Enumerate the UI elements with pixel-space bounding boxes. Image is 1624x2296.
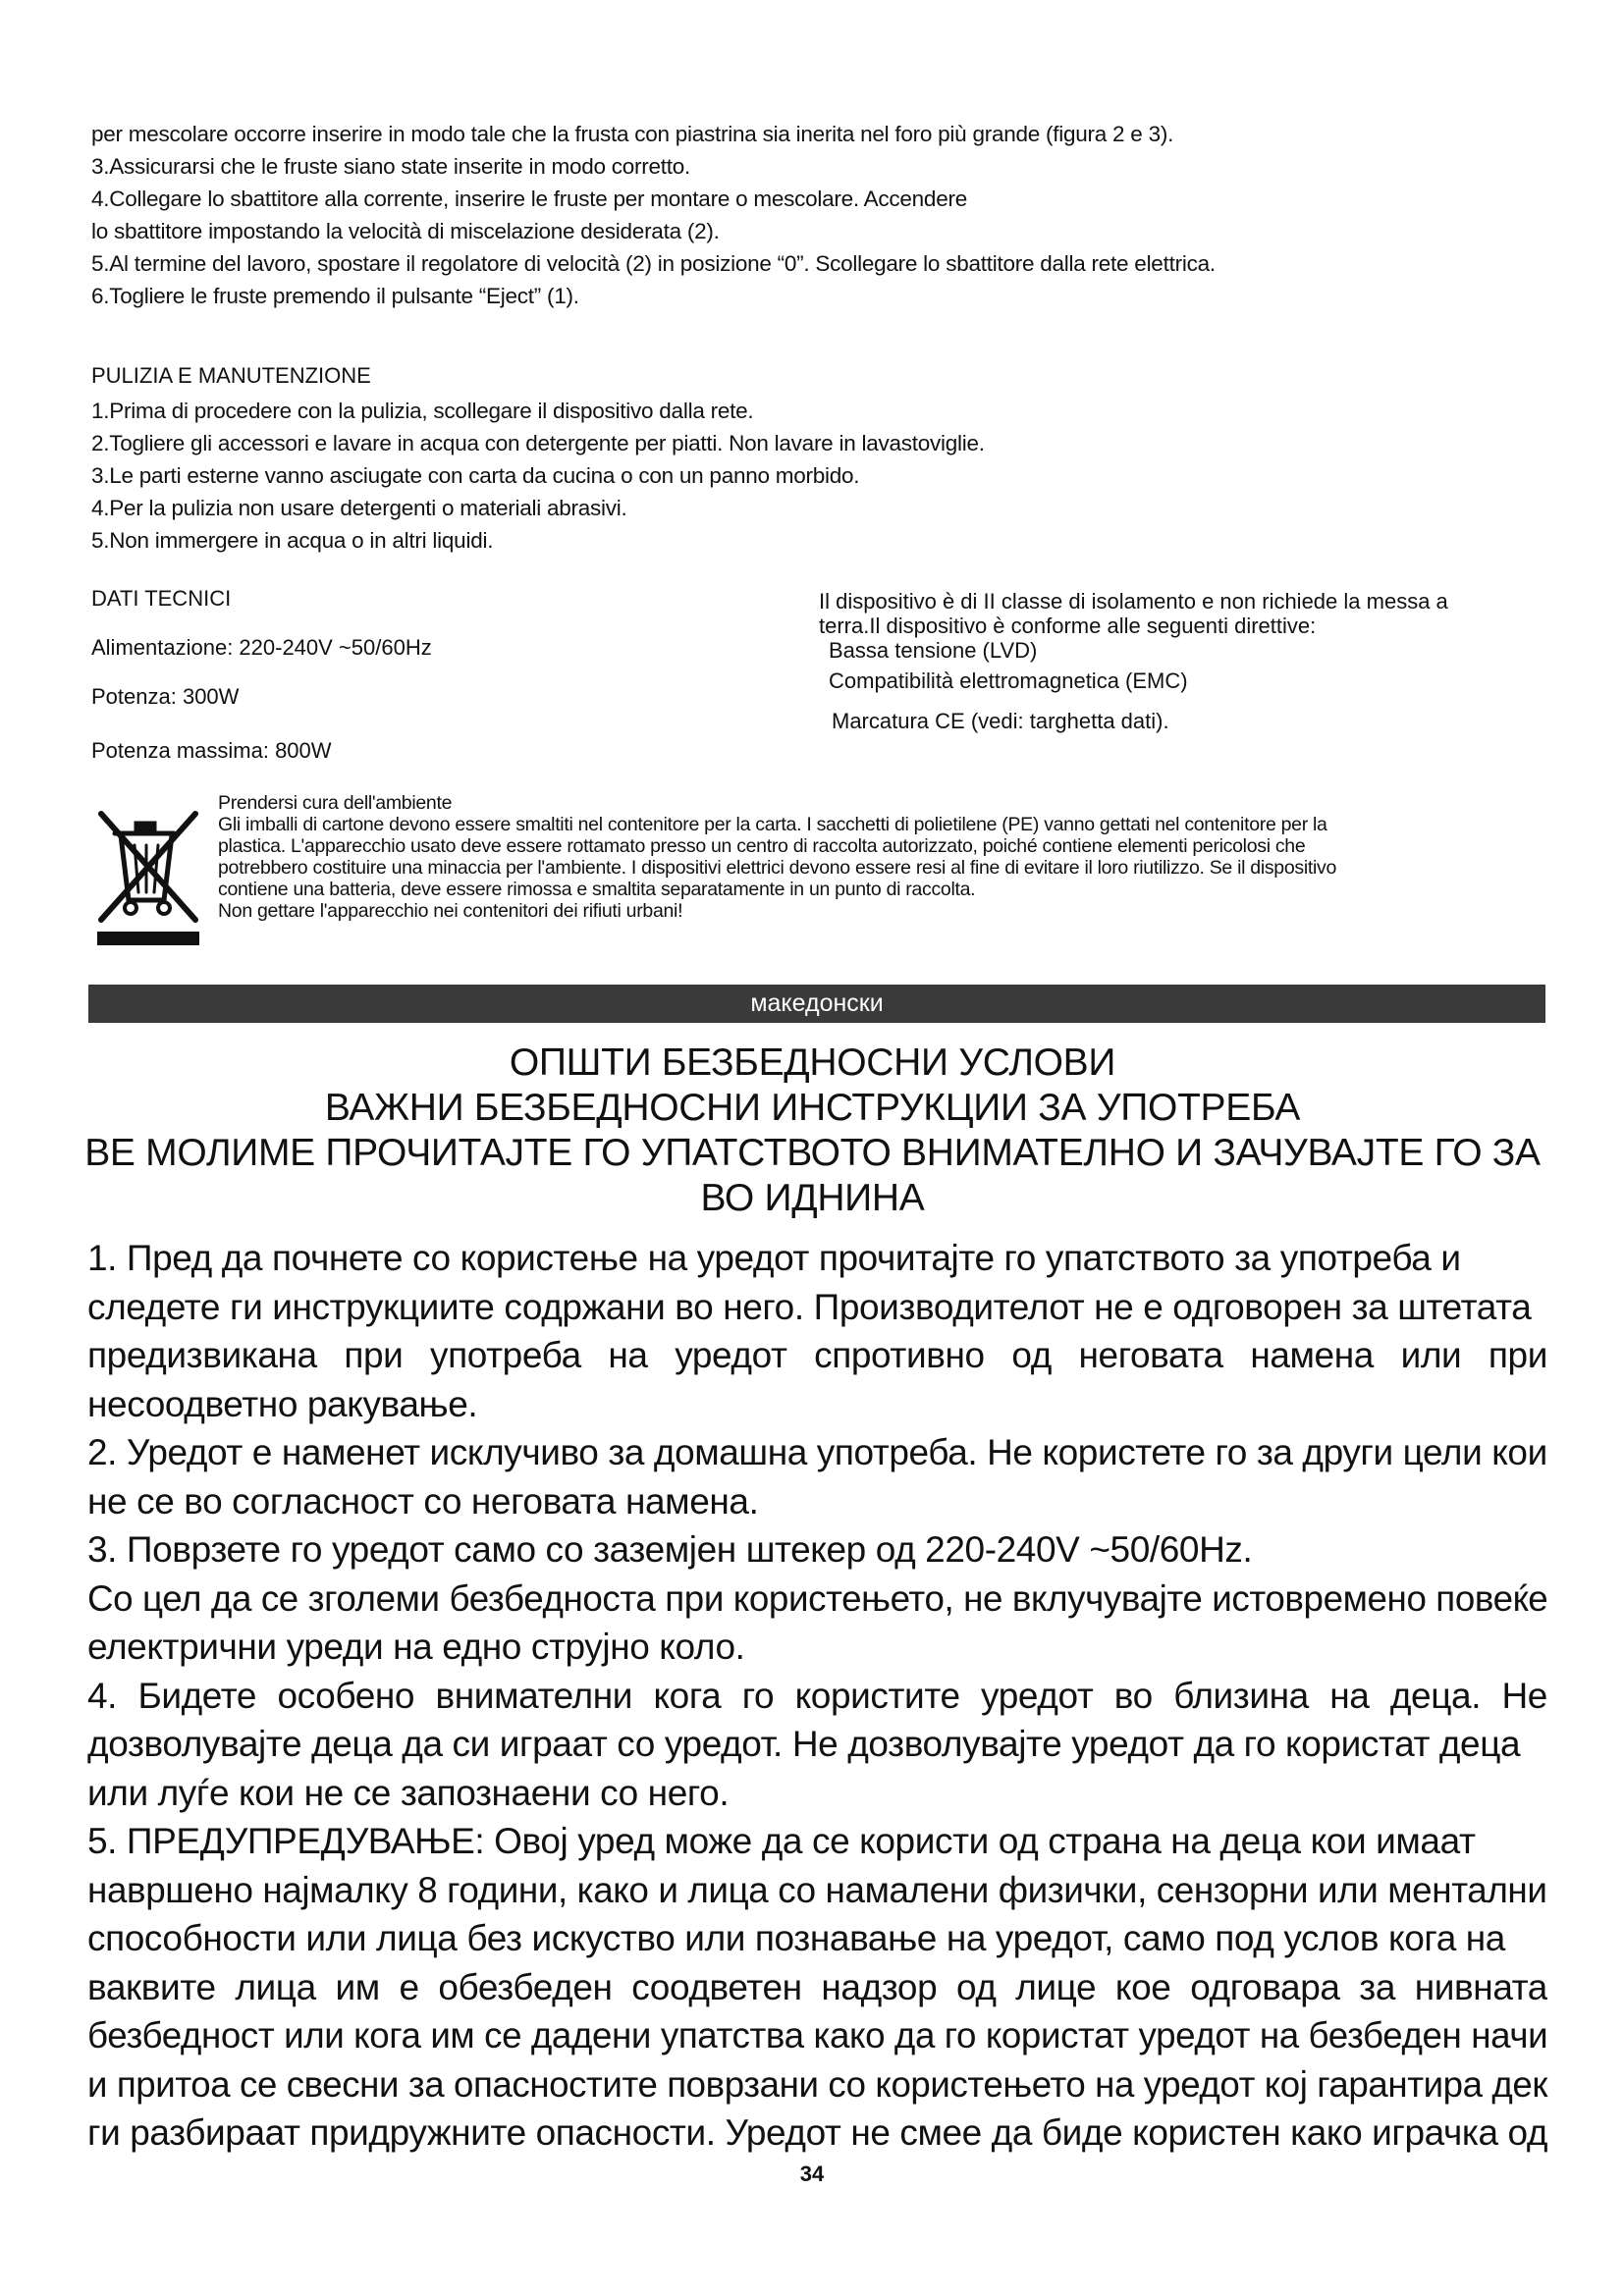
environment-line: Non gettare l'apparecchio nei contenitori dei rifiuti urbani! [218, 900, 683, 922]
weee-crossed-bin-icon [93, 802, 203, 949]
safety-titles [79, 1041, 1546, 1221]
instruction-line: следете ги инструкциите содржани во него. Производителот не е одговорен за штетата [87, 1286, 1532, 1327]
instruction-line: или луѓе кои не се запознаени со него. [87, 1772, 730, 1813]
environment-line: potrebbero costituire una minaccia per l'ambiente. I dispositivi elettrici devono essere resi al fine di evitare il loro riutilizzo. Se il dispositivo [218, 857, 1337, 879]
environment-line: Gli imballi di cartone devono essere smaltiti nel contenitore per la carta. I sacchetti di polietilene (PE) vanno gettati nel contenitore per la [218, 814, 1327, 835]
instruction-line: и притоа се свесни за опасностите поврзани со користењето на уредот кој гарантира дек [87, 2063, 1547, 2105]
instruction-line: ги разбираат придружните опасности. Уредот не смее да биде користен како играчка од [87, 2112, 1548, 2153]
directive-lvd: Bassa tensione (LVD) [829, 638, 1038, 663]
compliance-line: Il dispositivo è di II classe di isolamento e non richiede la messa a [819, 589, 1448, 614]
usage-step-line: per mescolare occorre inserire in modo tale che la frusta con piastrina sia inerita nel foro più grande (figura 2 e 3). [91, 122, 1174, 146]
max-power-rating: Potenza massima: 800W [91, 738, 332, 763]
general-safety-title: ОПШТИ БЕЗБЕДНОСНИ УСЛОВИ [509, 1041, 1116, 1084]
instruction-line: способности или лица без искуство или познавање на уредот, само под услов кога на [87, 1918, 1505, 1958]
instruction-line: 1. Пред да почнете со користење на уредот прочитајте го упатството за употреба и [87, 1238, 1461, 1278]
cleaning-item: 4.Per la pulizia non usare detergenti o materiali abrasivi. [91, 496, 627, 520]
language-section-bar: македонски [88, 985, 1545, 1023]
instruction-line: 2. Уредот е наменет исклучиво за домашна употреба. Не користете го за други цели кои [87, 1432, 1547, 1472]
instruction-line: 5. ПРЕДУПРЕДУВАЊЕ: Овој уред може да се користи од страна на деца кои имаат [87, 1821, 1476, 1861]
safety-instructions [87, 1234, 1547, 2158]
cleaning-item: 5.Non immergere in acqua o in altri liquidi. [91, 528, 494, 553]
directive-emc: Compatibilità elettromagnetica (EMC) [829, 668, 1188, 693]
usage-step-line: 4.Collegare lo sbattitore alla corrente, inserire le fruste per montare o mescolare. Accendere [91, 187, 967, 211]
instruction-line: Со цел да се зголеми безбедноста при користењето, не вклучувајте истовремено повеќе [87, 1577, 1548, 1619]
instruction-line: 3. Поврзете го уредот само со заземјен штекер од 220-240V ~50/60Hz. [87, 1529, 1253, 1570]
page-number: 34 [799, 2162, 825, 2186]
ce-marking: Marcatura CE (vedi: targhetta dati). [832, 709, 1169, 733]
compliance-notice [819, 589, 1545, 733]
usage-step-line: 3.Assicurarsi che le fruste siano state inserite in modo corretto. [91, 154, 691, 179]
cleaning-item: 2.Togliere gli accessori e lavare in acqua con detergente per piatti. Non lavare in lavastoviglie. [91, 431, 985, 455]
important-instructions-title: ВАЖНИ БЕЗБЕДНОСНИ ИНСТРУКЦИИ ЗА УПОТРЕБА [324, 1087, 1301, 1129]
cleaning-section [91, 361, 1544, 557]
instruction-line: електрични уреди на едно струјно коло. [87, 1627, 745, 1667]
instruction-line: не се во согласност со неговата намена. [87, 1480, 759, 1522]
cleaning-item: 3.Le parti esterne vanno asciugate con carta da cucina o con un panno morbido. [91, 463, 860, 488]
power-rating: Potenza: 300W [91, 684, 240, 709]
compliance-line: terra.Il dispositivo è conforme alle seguenti direttive: [819, 614, 1317, 638]
instruction-line: предизвикана при употреба на уредот спротивно од неговата намена или при [87, 1335, 1547, 1375]
usage-steps [91, 118, 1544, 312]
power-supply: Alimentazione: 220-240V ~50/60Hz [91, 635, 432, 660]
usage-step-line: lo sbattitore impostando la velocità di miscelazione desiderata (2). [91, 219, 720, 243]
instruction-line: безбедност или кога им се дадени упатства како да го користат уредот на безбеден начи [87, 2015, 1548, 2056]
environment-line: plastica. L'apparecchio usato deve essere rottamato presso un centro di raccolta autorizzato, poiché contiene elementi pericolosi che [218, 835, 1306, 857]
usage-step-line: 6.Togliere le fruste premendo il pulsante “Eject” (1). [91, 284, 579, 308]
environment-line: Prendersi cura dell'ambiente [218, 792, 453, 814]
cleaning-item: 1.Prima di procedere con la pulizia, scollegare il dispositivo dalla rete. [91, 399, 754, 423]
read-carefully-title: ВЕ МОЛИМЕ ПРОЧИТАЈТЕ ГО УПАТСТВОТО ВНИМАТЕЛНО И ЗАЧУВАЈТЕ ГО ЗА ВО ИДНИНА [84, 1132, 1541, 1219]
environment-line: contiene una batteria, deve essere rimossa e smaltita separatamente in un punto di raccolta. [218, 879, 976, 900]
instruction-line: несоодветно ракување. [87, 1383, 478, 1424]
instruction-line: навршено најмалку 8 години, како и лица со намалени физички, сензорни или ментални [87, 1869, 1547, 1910]
instruction-line: 4. Бидете особено внимателни кога го користите уредот во близина на деца. Не [87, 1675, 1547, 1716]
cleaning-heading: PULIZIA E MANUTENZIONE [91, 363, 371, 388]
instruction-line: дозволувајте деца да си играат со уредот. Не дозволувајте уредот да го користат деца [87, 1724, 1521, 1764]
instruction-line: ваквите лица им е обезбеден соодветен надзор од лице кое одговара за нивната [87, 1966, 1547, 2007]
technical-heading: DATI TECNICI [91, 586, 232, 611]
environment-text [218, 792, 1583, 922]
usage-step-line: 5.Al termine del lavoro, spostare il regolatore di velocità (2) in posizione “0”. Scollegare lo sbattitore dalla rete elettrica. [91, 251, 1216, 276]
technical-data [91, 584, 779, 766]
